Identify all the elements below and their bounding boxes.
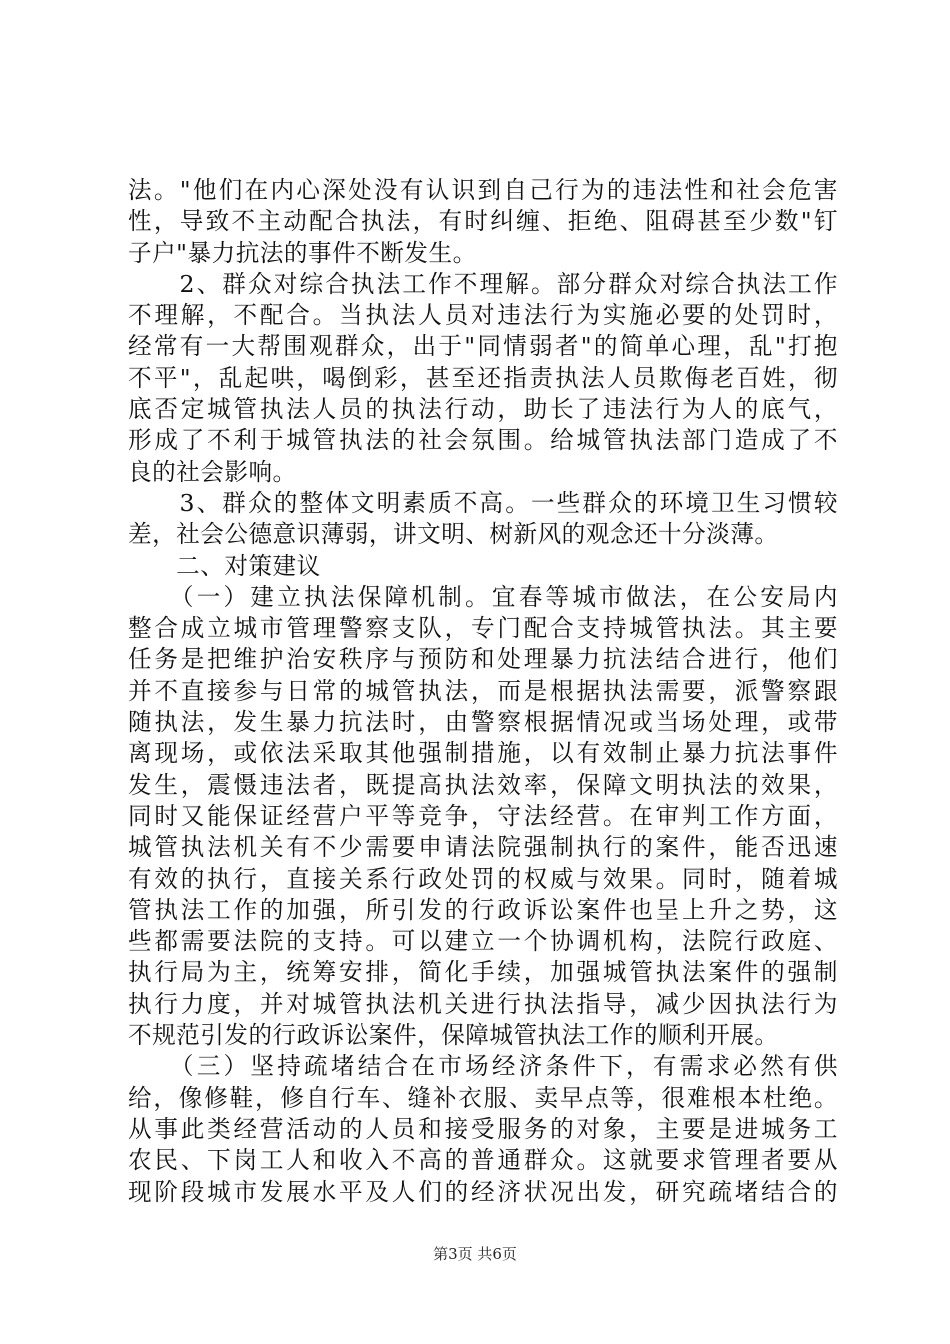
text-line: 同时又能保证经营户平等竞争，守法经营。在审判工作方面， (128, 801, 838, 830)
text-line: 不理解，不配合。当执法人员对违法行为实施必要的处罚时， (128, 301, 838, 330)
text-line: 良的社会影响。 (128, 457, 297, 486)
text-line: 经常有一大帮围观群众，出于"同情弱者"的简单心理，乱"打抱 (128, 332, 838, 361)
text-line: （三）坚持疏堵结合在市场经济条件下，有需求必然有供 (128, 1052, 838, 1081)
text-line: 离现场，或依法采取其他强制措施，以有效制止暴力抗法事件 (128, 739, 838, 768)
text-line: 农民、下岗工人和收入不高的普通群众。这就要求管理者要从 (128, 1146, 838, 1175)
document-body (128, 175, 838, 1208)
text-line: 形成了不利于城管执法的社会氛围。给城管执法部门造成了不 (128, 426, 838, 455)
text-line: 底否定城管执法人员的执法行动，助长了违法行为人的底气， (128, 395, 838, 424)
text-line: 给，像修鞋，修自行车、缝补衣服、卖早点等，很难根本杜绝。 (128, 1083, 838, 1112)
text-line: 有效的执行，直接关系行政处罚的权威与效果。同时，随着城 (128, 864, 838, 893)
text-line: 不规范引发的行政诉讼案件，保障城管执法工作的顺利开展。 (128, 1021, 779, 1050)
text-line: 整合成立城市管理警察支队，专门配合支持城管执法。其主要 (128, 614, 838, 643)
text-line: 随执法，发生暴力抗法时，由警察根据情况或当场处理，或带 (128, 708, 838, 737)
text-line: 城管执法机关有不少需要申请法院强制执行的案件，能否迅速 (128, 833, 838, 862)
text-line: （一）建立执法保障机制。宜春等城市做法，在公安局内 (128, 582, 838, 611)
section-heading: 二、对策建议 (128, 551, 321, 580)
text-line: 性，导致不主动配合执法，有时纠缠、拒绝、阻碍甚至少数"钉 (128, 207, 838, 236)
page-footer: 第3页 共6页 (433, 1245, 517, 1263)
text-line: 从事此类经营活动的人员和接受服务的对象，主要是进城务工 (128, 1114, 838, 1143)
text-line: 不平"，乱起哄，喝倒彩，甚至还指责执法人员欺侮老百姓，彻 (128, 363, 838, 392)
text-line: 3、群众的整体文明素质不高。一些群众的环境卫生习惯较 (128, 488, 838, 517)
text-line: 现阶段城市发展水平及人们的经济状况出发，研究疏堵结合的 (128, 1177, 838, 1206)
text-line: 任务是把维护治安秩序与预防和处理暴力抗法结合进行，他们 (128, 645, 838, 674)
text-line: 执行力度，并对城管执法机关进行执法指导，减少因执法行为 (128, 989, 838, 1018)
text-line: 发生，震慑违法者，既提高执法效率，保障文明执法的效果， (128, 770, 838, 799)
text-line: 执行局为主，统筹安排，简化手续，加强城管执法案件的强制 (128, 958, 838, 987)
text-line: 差，社会公德意识薄弱，讲文明、树新风的观念还十分淡薄。 (128, 520, 779, 549)
text-line: 2、群众对综合执法工作不理解。部分群众对综合执法工作 (128, 269, 838, 298)
text-line: 子户"暴力抗法的事件不断发生。 (128, 238, 477, 267)
text-line: 并不直接参与日常的城管执法，而是根据执法需要，派警察跟 (128, 676, 838, 705)
text-line: 法。"他们在内心深处没有认识到自己行为的违法性和社会危害 (128, 176, 838, 204)
text-line: 些都需要法院的支持。可以建立一个协调机构，法院行政庭、 (128, 927, 838, 956)
text-line: 管执法工作的加强，所引发的行政诉讼案件也呈上升之势，这 (128, 895, 838, 924)
